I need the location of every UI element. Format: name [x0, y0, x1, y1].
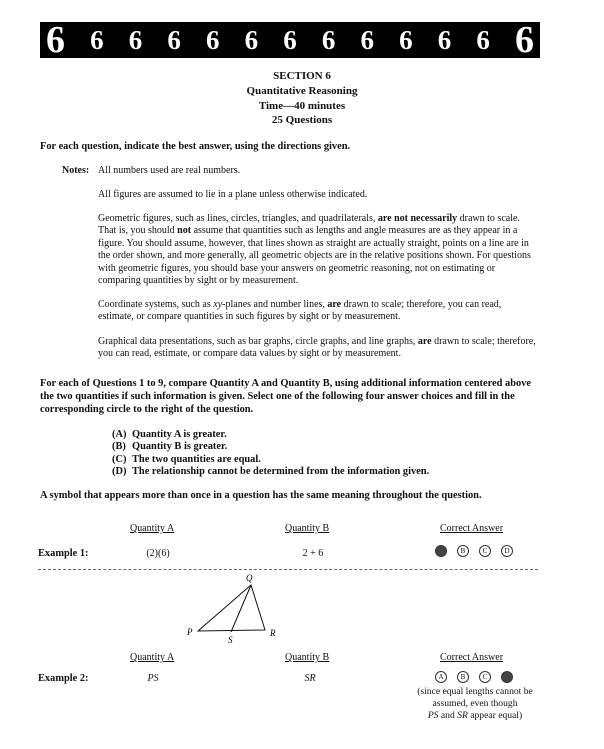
example-2-answer-circles — [435, 671, 513, 683]
section-title: SECTION 6 — [273, 70, 331, 82]
vertex-p-label: P — [187, 627, 193, 637]
answer-choice: (D) The relationship cannot be determined from the information given. — [112, 466, 430, 478]
example-2-label: Example 2: — [38, 673, 89, 684]
quantity-b-heading: Quantity B — [285, 523, 330, 534]
segment-qs — [231, 585, 251, 632]
answer-circle-b: B — [457, 671, 469, 683]
band-digit: 6 — [206, 25, 220, 55]
quantity-a-heading: Quantity A — [130, 652, 175, 663]
note-real-numbers: All numbers used are real numbers. — [98, 165, 241, 176]
band-digit: 6 — [90, 25, 104, 55]
quantity-a-heading: Quantity A — [130, 523, 175, 534]
correct-answer-heading: Correct Answer — [440, 652, 504, 663]
note-graphical-data: Graphical data presentations, such as bar graphs, circle graphs, and line graphs, are drawn to scale; therefore, you can read, estimate, or compare data values by sight or by measurement. — [98, 336, 536, 360]
section-number-band — [40, 19, 540, 61]
symbol-note: A symbol that appears more than once in a question has the same meaning throughout the question. — [40, 490, 482, 501]
example-1-quantity-b: 2 + 6 — [302, 548, 324, 559]
example-1-label: Example 1: — [38, 548, 89, 559]
example-1-quantity-a: (2)(6) — [146, 548, 170, 559]
example-2-quantity-b: SR — [304, 673, 316, 684]
answer-choices — [112, 429, 429, 479]
notes-label: Notes: — [62, 165, 90, 176]
band-digit: 6 — [244, 25, 259, 55]
triangle-figure — [180, 572, 290, 647]
example-2-explanation: (since equal lengths cannot be assumed, even though PS and SR appear equal) — [417, 686, 533, 721]
section-time: Time—40 minutes — [258, 100, 346, 112]
example-divider — [38, 569, 538, 570]
band-digit: 6 — [399, 25, 413, 55]
band-digit: 6 — [167, 25, 181, 55]
triangle-pqr — [198, 585, 265, 631]
section-question-count: 25 Questions — [271, 114, 333, 126]
answer-choice: (C) The two quantities are equal. — [112, 453, 261, 465]
band-digit: 6 — [360, 25, 374, 55]
band-digit: 6 — [46, 19, 65, 61]
note-plane: All figures are assumed to lie in a plane unless otherwise indicated. — [98, 189, 368, 200]
band-digit: 6 — [321, 25, 336, 55]
answer-choice: (B) Quantity B is greater. — [112, 441, 228, 453]
vertex-q-label: Q — [246, 573, 253, 583]
band-digit: 6 — [437, 25, 452, 55]
section-subject: Quantitative Reasoning — [246, 85, 358, 97]
answer-circle-a: A — [435, 545, 447, 557]
quantity-b-heading: Quantity B — [285, 652, 330, 663]
band-digit: 6 — [476, 25, 490, 55]
vertex-r-label: R — [270, 628, 276, 638]
example-1-answer-circles — [435, 545, 513, 557]
answer-circle-a: A — [435, 671, 447, 683]
note-coordinate-systems: Coordinate systems, such as xy-planes and number lines, are drawn to scale; therefore, you can read, estimate, or compare quantities in such figures by sight or by measurement. — [98, 299, 502, 323]
correct-answer-heading: Correct Answer — [440, 523, 504, 534]
point-s-label: S — [228, 635, 233, 645]
example-2-quantity-a: PS — [147, 673, 159, 684]
answer-circle-d: D — [501, 545, 513, 557]
general-directions: For each question, indicate the best answer, using the directions given. — [40, 141, 351, 152]
answer-circle-c: C — [479, 671, 491, 683]
note-geometric-figures: Geometric figures, such as lines, circles, triangles, and quadrilaterals, are not necessarily drawn to scale. That is, you should not assume that quantities such as lengths and angle measures are as they appear in a figure. You should assume, however, that lines shown as straight are actually straight, points on a line are in the order shown, and more generally, all geometric objects are in the relative positions shown. For questions with geometric figures, you should base your answers on geometric reasoning, not on estimating or comparing quantities by sight or by measurement. — [98, 213, 531, 287]
answer-circle-c: C — [479, 545, 491, 557]
band-digit: 6 — [128, 25, 143, 55]
band-digit: 6 — [515, 19, 534, 61]
band-digit: 6 — [283, 25, 297, 55]
answer-circle-d: D — [501, 671, 513, 683]
answer-choice: (A) Quantity A is greater. — [112, 429, 227, 440]
answer-circle-b: B — [457, 545, 469, 557]
comparison-instructions: For each of Questions 1 to 9, compare Quantity A and Quantity B, using additional information centered above the two quantities if such information is given. Select one of the following four answer choices and fill in the corresponding circle to the right of the question. — [40, 378, 531, 415]
